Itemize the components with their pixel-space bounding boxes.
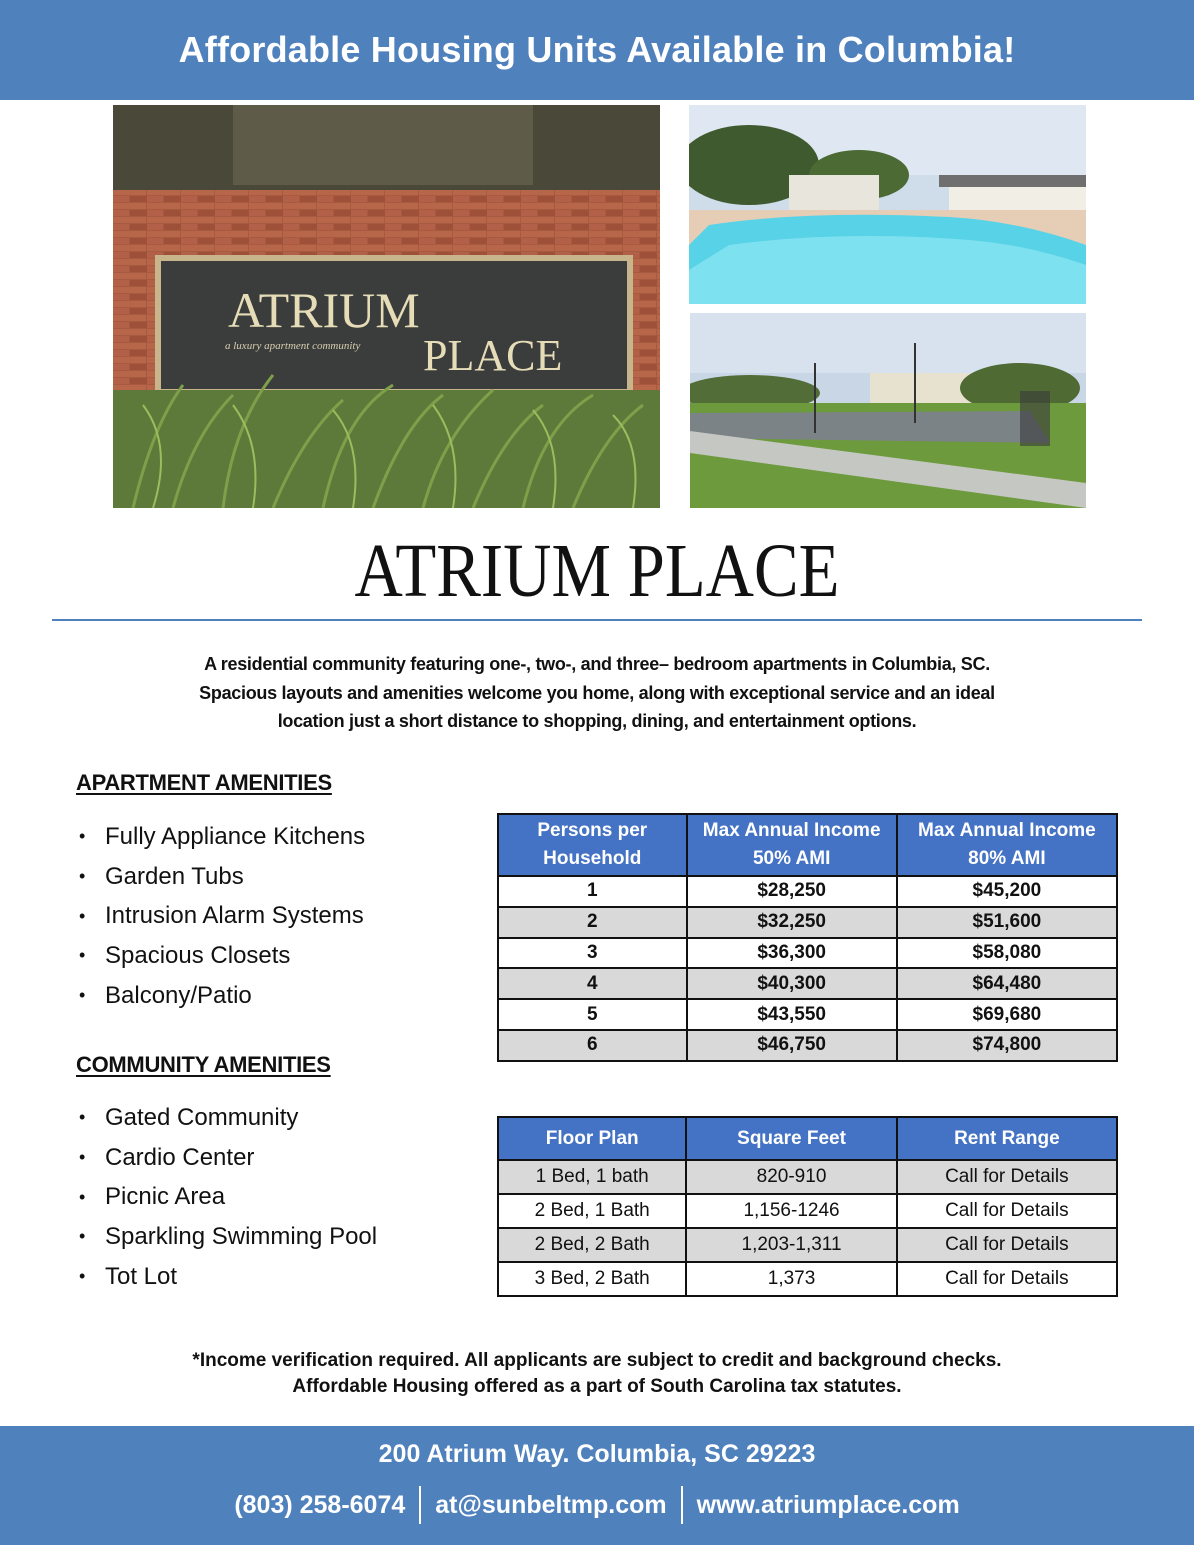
table-row	[498, 907, 1117, 938]
entrance-sign-photo	[113, 105, 660, 508]
table-row	[498, 1228, 1117, 1262]
table-cell: $64,480	[897, 968, 1117, 999]
list-item: • Gated Community	[76, 1098, 377, 1138]
column-header: Persons per Household	[498, 814, 687, 876]
email-link[interactable]: at@sunbeltmp.com	[435, 1490, 667, 1519]
table-cell: 5	[498, 999, 687, 1030]
table-cell: 4	[498, 968, 687, 999]
table-cell: 1 Bed, 1 bath	[498, 1160, 686, 1194]
table-cell: 6	[498, 1030, 687, 1061]
divider	[681, 1486, 683, 1524]
intro-paragraph	[120, 650, 1074, 736]
column-header: Max Annual Income 50% AMI	[687, 814, 897, 876]
community-amenities-heading: COMMUNITY AMENITIES	[76, 1052, 331, 1077]
contact-row	[0, 1486, 1194, 1524]
bullet-icon: •	[79, 1107, 86, 1128]
table-row	[498, 938, 1117, 969]
bullet-icon: •	[79, 1266, 86, 1287]
table-cell: 2	[498, 907, 687, 938]
list-item: • Cardio Center	[76, 1138, 377, 1178]
list-item: • Garden Tubs	[76, 857, 365, 897]
table-row	[498, 999, 1117, 1030]
swimming-pool-photo	[689, 105, 1086, 304]
table-cell: $69,680	[897, 999, 1117, 1030]
table-header-row	[498, 814, 1117, 876]
sign-line2: PLACE	[423, 331, 563, 380]
sign-line1: ATRIUM	[228, 282, 420, 338]
table-cell: 1	[498, 876, 687, 907]
table-cell: 2 Bed, 1 Bath	[498, 1194, 686, 1228]
disclaimer-line: Affordable Housing offered as a part of South Carolina tax statutes.	[292, 1376, 902, 1397]
table-cell: Call for Details	[897, 1262, 1117, 1296]
table-row	[498, 876, 1117, 907]
table-cell: $43,550	[687, 999, 897, 1030]
table-cell: 2 Bed, 2 Bath	[498, 1228, 686, 1262]
column-header: Rent Range	[897, 1117, 1117, 1160]
community-amenities-list	[76, 1098, 377, 1296]
table-cell: Call for Details	[897, 1228, 1117, 1262]
list-item: • Tot Lot	[76, 1257, 377, 1297]
list-item: • Picnic Area	[76, 1177, 377, 1217]
table-cell: $28,250	[687, 876, 897, 907]
table-cell: 1,373	[686, 1262, 896, 1296]
contact-footer	[0, 1426, 1194, 1545]
disclaimer-note	[0, 1348, 1194, 1400]
table-cell: Call for Details	[897, 1160, 1117, 1194]
property-title: ATRIUM PLACE	[354, 529, 840, 613]
website-link[interactable]: www.atriumplace.com	[696, 1490, 960, 1519]
bullet-icon: •	[79, 905, 86, 926]
bullet-icon: •	[79, 1226, 86, 1247]
table-cell: $46,750	[687, 1030, 897, 1061]
table-cell: $32,250	[687, 907, 897, 938]
intro-line: A residential community featuring one-, two-, and three– bedroom apartments in Columbia, SC.	[204, 654, 990, 674]
income-limits-table	[497, 813, 1118, 1062]
table-cell: $36,300	[687, 938, 897, 969]
tennis-court-photo	[690, 313, 1086, 508]
table-header-row	[498, 1117, 1117, 1160]
address: 200 Atrium Way. Columbia, SC 29223	[378, 1440, 816, 1468]
list-item: • Spacious Closets	[76, 936, 365, 976]
disclaimer-line: *Income verification required. All applicants are subject to credit and background checks.	[192, 1350, 1002, 1371]
intro-line: Spacious layouts and amenities welcome you home, along with exceptional service and an ideal	[199, 682, 995, 703]
banner-title: Affordable Housing Units Available in Columbia!	[178, 29, 1016, 70]
column-header: Max Annual Income 80% AMI	[897, 814, 1117, 876]
table-cell: $40,300	[687, 968, 897, 999]
table-cell: $58,080	[897, 938, 1117, 969]
column-header: Floor Plan	[498, 1117, 686, 1160]
phone-number[interactable]: (803) 258-6074	[234, 1490, 406, 1519]
bullet-icon: •	[79, 866, 86, 887]
floor-plan-table	[497, 1116, 1118, 1297]
table-cell: 820-910	[686, 1160, 896, 1194]
table-row	[498, 1030, 1117, 1061]
title-divider	[52, 619, 1142, 621]
list-item: • Sparkling Swimming Pool	[76, 1217, 377, 1257]
table-cell: $74,800	[897, 1030, 1117, 1061]
apartment-amenities-list	[76, 817, 365, 1015]
bullet-icon: •	[79, 985, 86, 1006]
column-header: Square Feet	[686, 1117, 896, 1160]
table-cell: 3 Bed, 2 Bath	[498, 1262, 686, 1296]
table-cell: 1,203-1,311	[686, 1228, 896, 1262]
list-item: • Balcony/Patio	[76, 976, 365, 1016]
divider	[419, 1486, 421, 1524]
top-banner	[0, 0, 1194, 100]
apartment-amenities-heading: APARTMENT AMENITIES	[76, 770, 332, 795]
table-row	[498, 1262, 1117, 1296]
bullet-icon: •	[79, 945, 86, 966]
table-cell: Call for Details	[897, 1194, 1117, 1228]
intro-line: location just a short distance to shopping, dining, and entertainment options.	[277, 711, 917, 731]
table-row	[498, 968, 1117, 999]
bullet-icon: •	[79, 1186, 86, 1207]
list-item: • Intrusion Alarm Systems	[76, 896, 365, 936]
table-row	[498, 1194, 1117, 1228]
table-cell: 1,156-1246	[686, 1194, 896, 1228]
table-cell: 3	[498, 938, 687, 969]
table-cell: $51,600	[897, 907, 1117, 938]
table-cell: $45,200	[897, 876, 1117, 907]
list-item: • Fully Appliance Kitchens	[76, 817, 365, 857]
table-row	[498, 1160, 1117, 1194]
bullet-icon: •	[79, 1147, 86, 1168]
bullet-icon: •	[79, 826, 86, 847]
sign-tagline: a luxury apartment community	[225, 340, 361, 352]
